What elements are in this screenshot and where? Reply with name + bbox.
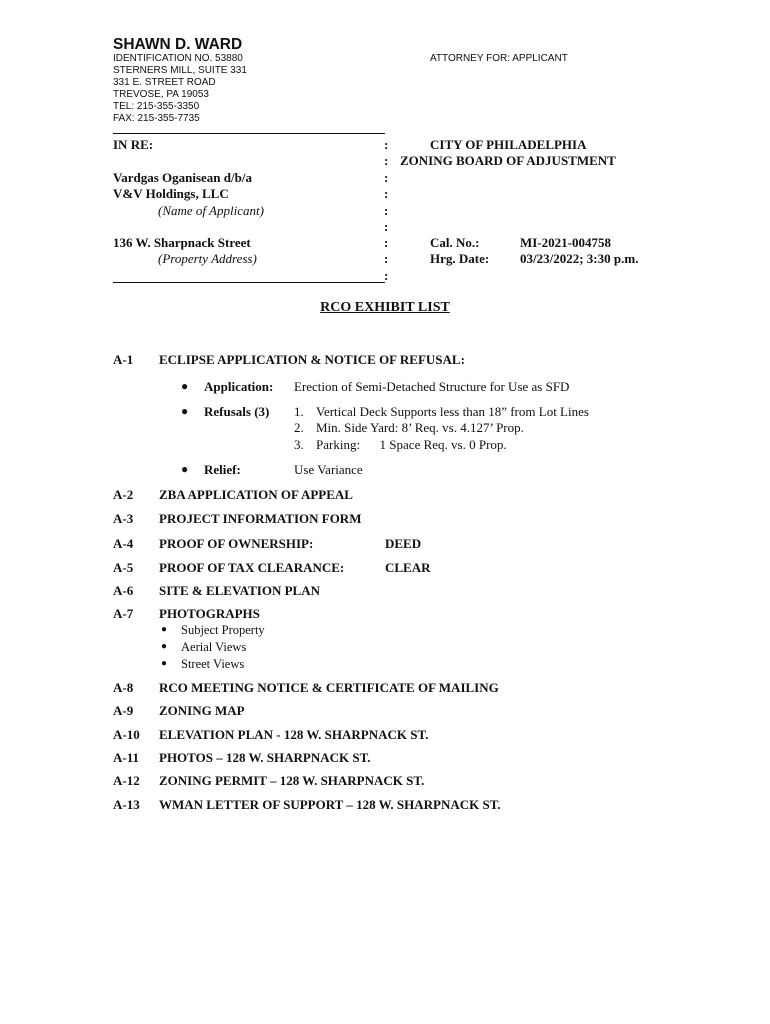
applicant-label: (Name of Applicant) <box>158 203 264 218</box>
bullet-icon: ● <box>181 404 189 418</box>
caption-colon: : <box>384 251 389 266</box>
photo-item: Street Views <box>181 657 245 671</box>
exhibit-title: WMAN LETTER OF SUPPORT – 128 W. SHARPNACK ST. <box>159 797 501 812</box>
exhibit-number: A-10 <box>113 727 140 742</box>
hearing-date-label: Hrg. Date: <box>430 251 490 266</box>
exhibit-title: PHOTOS – 128 W. SHARPNACK ST. <box>159 750 371 765</box>
exhibit-title: ZBA APPLICATION OF APPEAL <box>159 487 353 502</box>
photo-item: Aerial Views <box>181 640 247 654</box>
caption-colon: : <box>384 268 389 283</box>
exhibit-title: PHOTOGRAPHS <box>159 606 260 621</box>
caption-colon: : <box>384 203 389 218</box>
cal-no-label: Cal. No.: <box>430 235 480 250</box>
header-line: STERNERS MILL, SUITE 331 <box>113 65 247 76</box>
exhibit-number: A-5 <box>113 560 134 575</box>
caption-colon: : <box>384 235 389 250</box>
refusal-text: Min. Side Yard: 8’ Req. vs. 4.127’ Prop. <box>316 420 524 435</box>
caption-top-rule <box>113 133 385 134</box>
photo-item: Subject Property <box>181 623 265 637</box>
caption-colon: : <box>384 137 389 152</box>
refusal-number: 3. <box>294 437 304 452</box>
application-value: Erection of Semi-Detached Structure for Use as SFD <box>294 379 570 394</box>
applicant-name: Vardgas Oganisean d/b/a <box>113 170 252 185</box>
exhibit-title: PROOF OF OWNERSHIP: <box>159 536 314 551</box>
attorney-name: SHAWN D. WARD <box>113 36 243 53</box>
exhibit-value: CLEAR <box>385 560 431 575</box>
application-label: Application: <box>204 379 274 394</box>
caption-colon: : <box>384 186 389 201</box>
refusal-text: Vertical Deck Supports less than 18” from Lot Lines <box>316 404 589 419</box>
exhibit-number: A-11 <box>113 750 139 765</box>
exhibit-title: ECLIPSE APPLICATION & NOTICE OF REFUSAL: <box>159 352 465 367</box>
refusal-number: 2. <box>294 420 304 435</box>
court-board: ZONING BOARD OF ADJUSTMENT <box>400 153 616 168</box>
exhibit-title: ZONING PERMIT – 128 W. SHARPNACK ST. <box>159 773 425 788</box>
caption-colon: : <box>384 153 389 168</box>
exhibit-title: PROJECT INFORMATION FORM <box>159 511 362 526</box>
header-line: TEL: 215-355-3350 <box>113 101 200 112</box>
bullet-icon: ● <box>181 462 189 476</box>
exhibit-value: DEED <box>385 536 422 551</box>
exhibit-number: A-2 <box>113 487 134 502</box>
exhibit-title: ZONING MAP <box>159 703 245 718</box>
exhibit-number: A-12 <box>113 773 140 788</box>
cal-no-value: MI-2021-004758 <box>520 235 611 250</box>
document-title <box>0 300 770 316</box>
refusals-label: Refusals (3) <box>204 404 270 419</box>
header-line: FAX: 215-355-7735 <box>113 113 200 124</box>
refusal-text: Parking: 1 Space Req. vs. 0 Prop. <box>316 437 507 452</box>
court-name: CITY OF PHILADELPHIA <box>430 137 587 152</box>
relief-value: Use Variance <box>294 462 363 477</box>
exhibit-number: A-7 <box>113 606 134 621</box>
exhibit-number: A-4 <box>113 536 134 551</box>
header-line: 331 E. STREET ROAD <box>113 77 216 88</box>
exhibit-number: A-6 <box>113 583 134 598</box>
property-label: (Property Address) <box>158 251 257 266</box>
bullet-icon: ● <box>161 658 168 669</box>
exhibit-number: A-9 <box>113 703 134 718</box>
applicant-entity: V&V Holdings, LLC <box>113 186 229 201</box>
bullet-icon: ● <box>161 624 168 635</box>
caption-bottom-rule <box>113 282 385 283</box>
bullet-icon: ● <box>181 379 189 393</box>
exhibit-title: RCO MEETING NOTICE & CERTIFICATE OF MAILING <box>159 680 499 695</box>
exhibit-number: A-3 <box>113 511 134 526</box>
exhibit-title: ELEVATION PLAN - 128 W. SHARPNACK ST. <box>159 727 429 742</box>
exhibit-number: A-1 <box>113 352 134 367</box>
exhibit-title: PROOF OF TAX CLEARANCE: <box>159 560 345 575</box>
document-title-text: RCO EXHIBIT LIST <box>320 300 450 315</box>
exhibit-number: A-13 <box>113 797 140 812</box>
relief-label: Relief: <box>204 462 241 477</box>
caption-colon: : <box>384 219 389 234</box>
refusal-number: 1. <box>294 404 304 419</box>
header-line: TREVOSE, PA 19053 <box>113 89 209 100</box>
bullet-icon: ● <box>161 641 168 652</box>
property-address: 136 W. Sharpnack Street <box>113 235 251 250</box>
caption-colon: : <box>384 170 389 185</box>
exhibit-title: SITE & ELEVATION PLAN <box>159 583 320 598</box>
exhibit-number: A-8 <box>113 680 134 695</box>
hearing-date-value: 03/23/2022; 3:30 p.m. <box>520 251 639 266</box>
header-line: IDENTIFICATION NO. 53880 <box>113 53 243 64</box>
attorney-for: ATTORNEY FOR: APPLICANT <box>430 53 568 64</box>
in-re-label: IN RE: <box>113 137 154 152</box>
